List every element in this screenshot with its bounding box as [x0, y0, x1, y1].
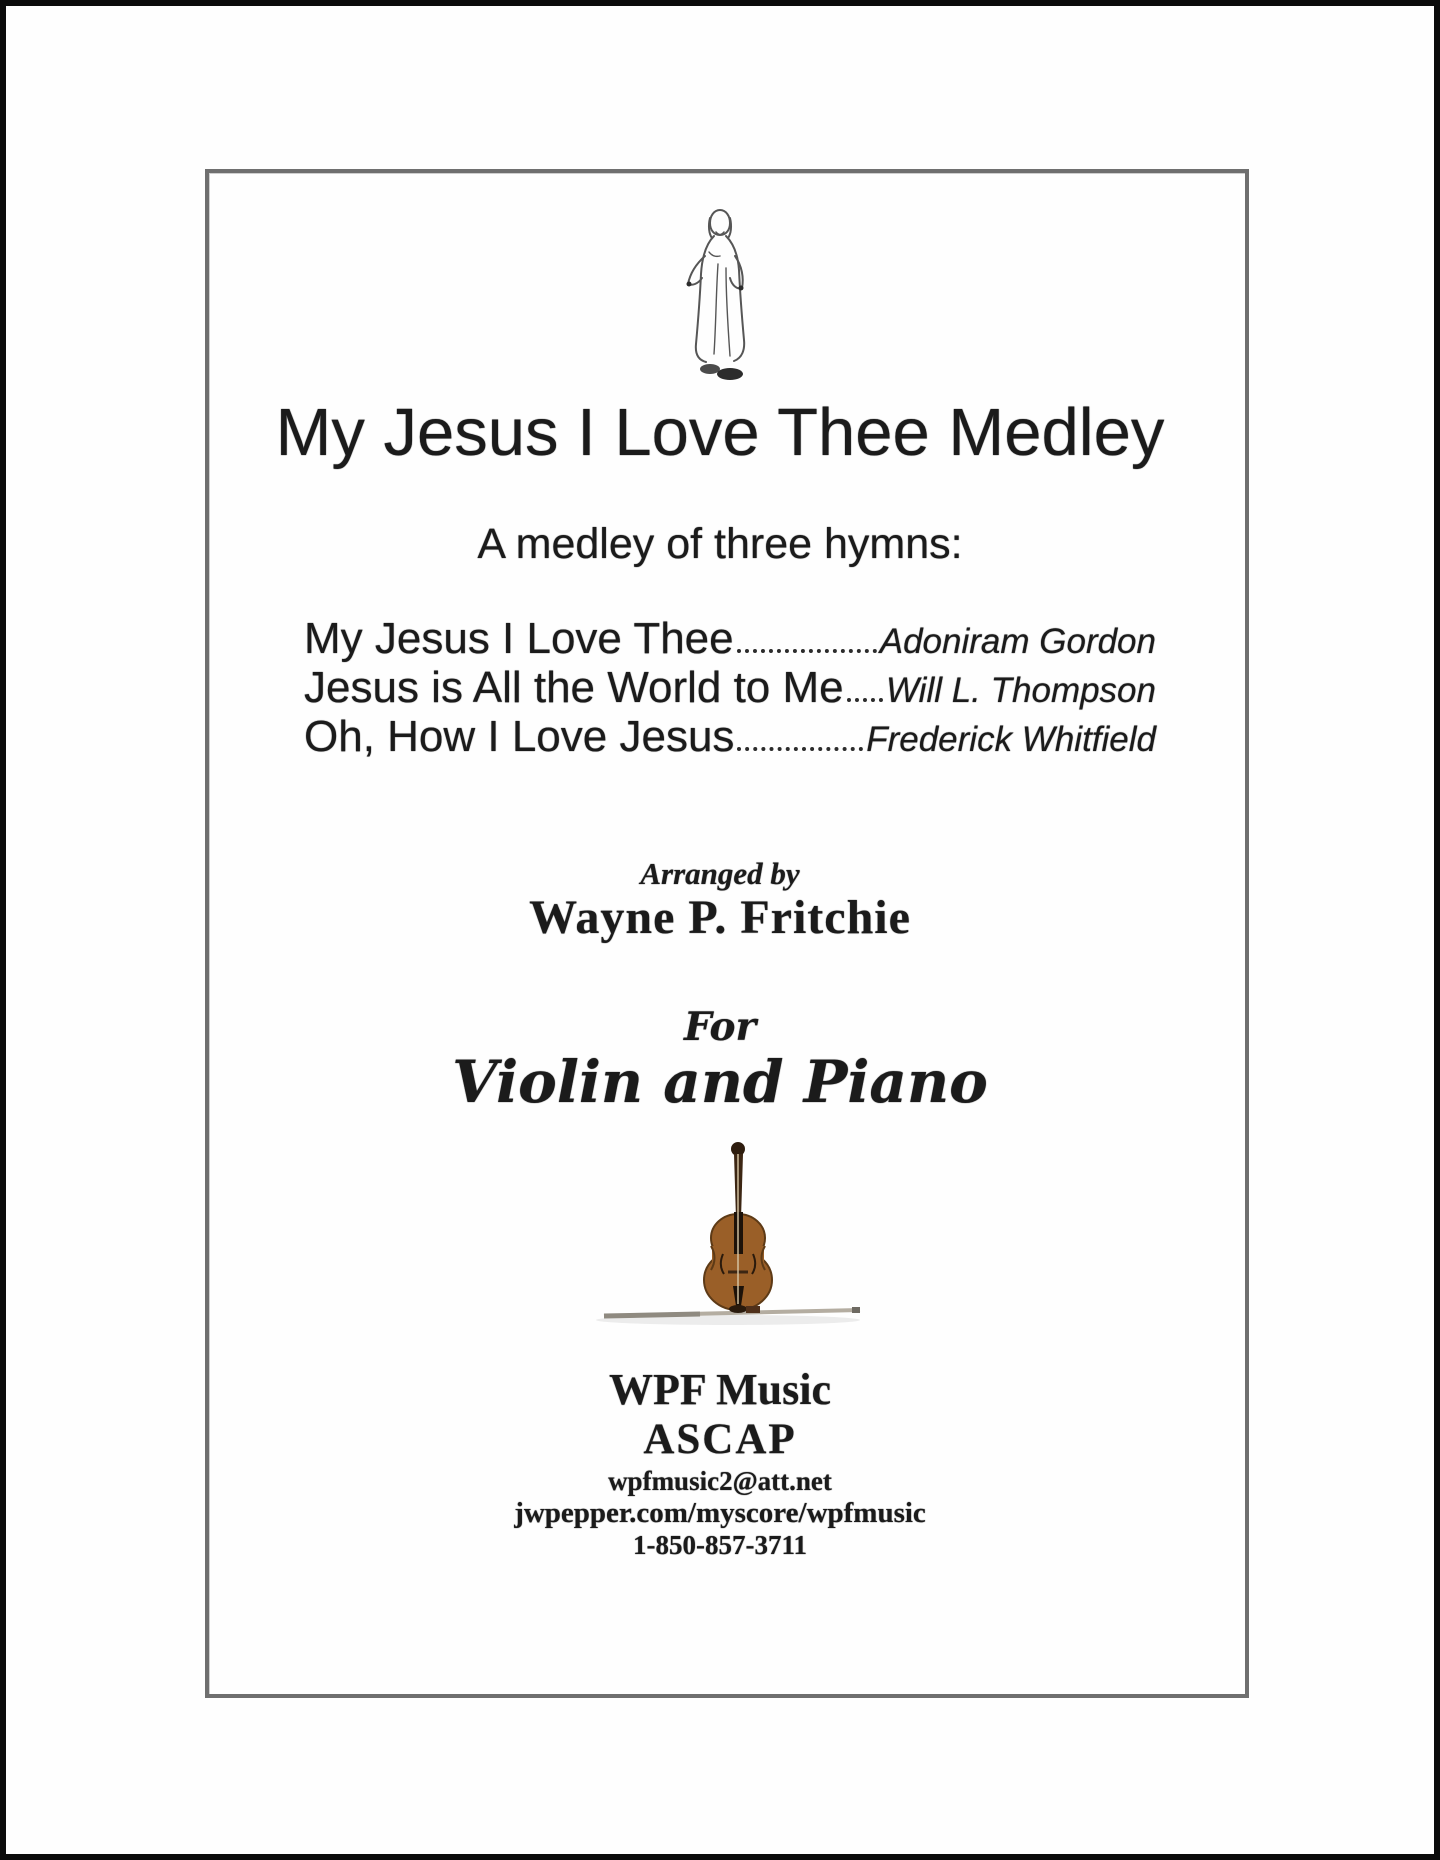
- dot-leader: [737, 747, 863, 751]
- publisher-email: wpfmusic2@att.net: [608, 1466, 832, 1496]
- hymn-author: Adoniram Gordon: [879, 622, 1156, 661]
- dot-leader: [847, 698, 883, 702]
- hymn-list: [304, 614, 1156, 761]
- hymn-author: Frederick Whitfield: [866, 720, 1156, 759]
- jesus-figure-icon: [672, 204, 768, 384]
- publisher-phone: 1-850-857-3711: [633, 1530, 807, 1560]
- hymn-author: Will L. Thompson: [885, 671, 1156, 710]
- dot-leader: [737, 649, 877, 653]
- rights-org: ASCAP: [643, 1416, 797, 1463]
- hymn-title: Oh, How I Love Jesus: [304, 712, 735, 761]
- hymn-row: [304, 614, 1156, 663]
- hymn-title: My Jesus I Love Thee: [304, 614, 734, 663]
- publisher-name: WPF Music: [609, 1365, 831, 1414]
- arranged-by-label: Arranged by: [640, 856, 800, 891]
- violin-icon: [560, 1134, 880, 1334]
- arranger-name: Wayne P. Fritchie: [529, 891, 911, 944]
- hymn-row: [304, 663, 1156, 712]
- jesus-illustration: [672, 204, 768, 389]
- publisher-website: jwpepper.com/myscore/wpfmusic: [514, 1497, 926, 1529]
- for-label: For: [683, 1004, 757, 1050]
- violin-illustration: [560, 1134, 880, 1339]
- hymn-title: Jesus is All the World to Me: [304, 663, 844, 712]
- instrumentation: Violin and Piano: [452, 1048, 988, 1116]
- subtitle: A medley of three hymns:: [477, 520, 963, 568]
- page-title: My Jesus I Love Thee Medley: [275, 395, 1165, 470]
- hymn-row: [304, 712, 1156, 761]
